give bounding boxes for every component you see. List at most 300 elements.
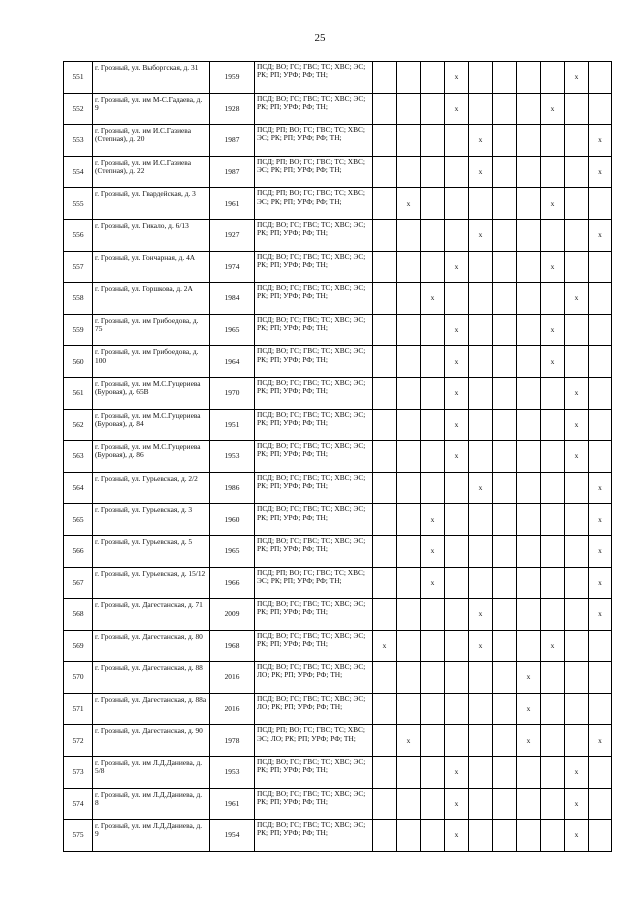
period-mark-cell: [421, 314, 445, 346]
address-cell: г. Грозный, ул. Дагестанская, д. 88: [93, 662, 210, 694]
row-number: 551: [64, 62, 93, 94]
period-mark-cell: x: [469, 156, 493, 188]
period-mark-cell: [445, 504, 469, 536]
period-mark-cell: x: [541, 346, 565, 378]
period-mark-cell: [565, 535, 589, 567]
period-mark-cell: [565, 125, 589, 157]
year-cell: 1987: [210, 125, 255, 157]
work-types-cell: ПСД; ВО; ГС; ГВС; ТС; ХВС; ЭС; РК; РП; УРФ; РФ; ТН;: [255, 472, 373, 504]
period-mark-cell: x: [445, 441, 469, 473]
work-types-cell: ПСД; ВО; ГС; ГВС; ТС; ХВС; ЭС; РК; РП; УРФ; РФ; ТН;: [255, 346, 373, 378]
table-row: [64, 504, 612, 536]
period-mark-cell: [493, 441, 517, 473]
period-mark-cell: [421, 599, 445, 631]
address-cell: г. Грозный, ул. Гвардейская, д. 3: [93, 188, 210, 220]
address-cell: г. Грозный, ул. Горшкова, д. 2А: [93, 283, 210, 315]
address-cell: г. Грозный, ул. им Грибоедова, д. 100: [93, 346, 210, 378]
period-mark-cell: [517, 820, 541, 852]
period-mark-cell: [493, 377, 517, 409]
period-mark-cell: [445, 125, 469, 157]
period-mark-cell: [493, 251, 517, 283]
year-cell: 1928: [210, 93, 255, 125]
period-mark-cell: [445, 156, 469, 188]
work-types-cell: ПСД; РП; ВО; ГС; ГВС; ТС; ХВС; ЭС; ЛО; РК; РП; УРФ; РФ; ТН;: [255, 725, 373, 757]
period-mark-cell: [493, 662, 517, 694]
period-mark-cell: [397, 93, 421, 125]
period-mark-cell: x: [589, 504, 612, 536]
table-row: [64, 93, 612, 125]
row-number: 558: [64, 283, 93, 315]
period-mark-cell: [541, 219, 565, 251]
period-mark-cell: [373, 504, 397, 536]
period-mark-cell: [565, 504, 589, 536]
table-row: [64, 156, 612, 188]
period-mark-cell: x: [445, 62, 469, 94]
table-row: [64, 472, 612, 504]
address-cell: г. Грозный, ул. им М.С.Гуцериева (Буровая), д. 65В: [93, 377, 210, 409]
address-cell: г. Грозный, ул. им М.С.Гуцериева (Буровая), д. 86: [93, 441, 210, 473]
work-types-cell: ПСД; ВО; ГС; ГВС; ТС; ХВС; ЭС; РК; РП; УРФ; РФ; ТН;: [255, 441, 373, 473]
row-number: 572: [64, 725, 93, 757]
address-cell: г. Грозный, ул. им Л.Д.Даниева, д. 9: [93, 820, 210, 852]
work-types-cell: ПСД; РП; ВО; ГС; ГВС; ТС; ХВС; ЭС; РК; РП; УРФ; РФ; ТН;: [255, 567, 373, 599]
period-mark-cell: x: [589, 535, 612, 567]
period-mark-cell: [445, 567, 469, 599]
period-mark-cell: [421, 346, 445, 378]
period-mark-cell: [397, 504, 421, 536]
period-mark-cell: [397, 346, 421, 378]
table-row: [64, 377, 612, 409]
period-mark-cell: [565, 630, 589, 662]
period-mark-cell: [397, 125, 421, 157]
period-mark-cell: [541, 62, 565, 94]
period-mark-cell: x: [373, 630, 397, 662]
period-mark-cell: [445, 535, 469, 567]
period-mark-cell: x: [469, 472, 493, 504]
period-mark-cell: x: [397, 725, 421, 757]
year-cell: 2016: [210, 693, 255, 725]
period-mark-cell: [589, 441, 612, 473]
period-mark-cell: [469, 693, 493, 725]
period-mark-cell: [493, 93, 517, 125]
period-mark-cell: [517, 599, 541, 631]
period-mark-cell: [469, 346, 493, 378]
period-mark-cell: [373, 125, 397, 157]
period-mark-cell: x: [541, 630, 565, 662]
period-mark-cell: [373, 725, 397, 757]
period-mark-cell: [493, 283, 517, 315]
period-mark-cell: [469, 662, 493, 694]
year-cell: 1953: [210, 441, 255, 473]
period-mark-cell: [445, 630, 469, 662]
period-mark-cell: x: [589, 219, 612, 251]
period-mark-cell: [517, 630, 541, 662]
period-mark-cell: [589, 283, 612, 315]
period-mark-cell: [541, 472, 565, 504]
period-mark-cell: [565, 93, 589, 125]
table-row: [64, 314, 612, 346]
address-cell: г. Грозный, ул. им И.С.Газиева (Степная), д. 22: [93, 156, 210, 188]
period-mark-cell: [445, 283, 469, 315]
period-mark-cell: [493, 725, 517, 757]
period-mark-cell: [421, 93, 445, 125]
address-cell: г. Грозный, ул. им Л.Д.Даниева, д. 5/8: [93, 757, 210, 789]
address-cell: г. Грозный, ул. Гурьевская, д. 3: [93, 504, 210, 536]
period-mark-cell: [589, 93, 612, 125]
period-mark-cell: [589, 820, 612, 852]
period-mark-cell: [493, 757, 517, 789]
period-mark-cell: [421, 757, 445, 789]
period-mark-cell: [517, 93, 541, 125]
period-mark-cell: [469, 820, 493, 852]
period-mark-cell: [565, 219, 589, 251]
work-types-cell: ПСД; ВО; ГС; ГВС; ТС; ХВС; ЭС; РК; РП; УРФ; РФ; ТН;: [255, 757, 373, 789]
period-mark-cell: x: [565, 441, 589, 473]
address-cell: г. Грозный, ул. им М-С.Гадаева, д. 9: [93, 93, 210, 125]
period-mark-cell: x: [421, 567, 445, 599]
period-mark-cell: [373, 441, 397, 473]
period-mark-cell: [493, 567, 517, 599]
period-mark-cell: [373, 693, 397, 725]
period-mark-cell: x: [565, 377, 589, 409]
period-mark-cell: [589, 62, 612, 94]
period-mark-cell: x: [565, 283, 589, 315]
period-mark-cell: [541, 125, 565, 157]
period-mark-cell: [589, 346, 612, 378]
period-mark-cell: [421, 219, 445, 251]
year-cell: 1961: [210, 788, 255, 820]
address-cell: г. Грозный, ул. им М.С.Гуцериева (Буровая), д. 84: [93, 409, 210, 441]
period-mark-cell: [493, 599, 517, 631]
period-mark-cell: [445, 662, 469, 694]
work-types-cell: ПСД; ВО; ГС; ГВС; ТС; ХВС; ЭС; РК; РП; УРФ; РФ; ТН;: [255, 219, 373, 251]
period-mark-cell: x: [469, 219, 493, 251]
period-mark-cell: [517, 219, 541, 251]
period-mark-cell: [373, 535, 397, 567]
work-types-cell: ПСД; ВО; ГС; ГВС; ТС; ХВС; ЭС; РК; РП; УРФ; РФ; ТН;: [255, 377, 373, 409]
period-mark-cell: [493, 314, 517, 346]
address-cell: г. Грозный, ул. Дагестанская, д. 80: [93, 630, 210, 662]
period-mark-cell: [589, 251, 612, 283]
period-mark-cell: x: [445, 820, 469, 852]
period-mark-cell: x: [445, 93, 469, 125]
period-mark-cell: [493, 788, 517, 820]
period-mark-cell: [589, 188, 612, 220]
table-row: [64, 251, 612, 283]
table-body: [64, 62, 612, 852]
table-row: [64, 346, 612, 378]
housing-repair-table: [63, 61, 612, 852]
period-mark-cell: [517, 472, 541, 504]
period-mark-cell: x: [445, 788, 469, 820]
period-mark-cell: [541, 788, 565, 820]
year-cell: 1927: [210, 219, 255, 251]
row-number: 564: [64, 472, 93, 504]
work-types-cell: ПСД; ВО; ГС; ГВС; ТС; ХВС; ЭС; РК; РП; УРФ; РФ; ТН;: [255, 504, 373, 536]
table-row: [64, 441, 612, 473]
table-row: [64, 757, 612, 789]
period-mark-cell: x: [565, 820, 589, 852]
period-mark-cell: [373, 93, 397, 125]
period-mark-cell: [517, 535, 541, 567]
period-mark-cell: [565, 346, 589, 378]
period-mark-cell: [469, 251, 493, 283]
year-cell: 1953: [210, 757, 255, 789]
row-number: 556: [64, 219, 93, 251]
period-mark-cell: [469, 409, 493, 441]
period-mark-cell: [493, 188, 517, 220]
table-row: [64, 535, 612, 567]
period-mark-cell: [541, 377, 565, 409]
period-mark-cell: [493, 535, 517, 567]
period-mark-cell: [541, 441, 565, 473]
period-mark-cell: x: [565, 409, 589, 441]
period-mark-cell: [589, 662, 612, 694]
period-mark-cell: [541, 567, 565, 599]
row-number: 557: [64, 251, 93, 283]
table-row: [64, 820, 612, 852]
table-row: [64, 409, 612, 441]
period-mark-cell: x: [517, 725, 541, 757]
period-mark-cell: [421, 820, 445, 852]
period-mark-cell: [421, 409, 445, 441]
period-mark-cell: [565, 662, 589, 694]
year-cell: 1978: [210, 725, 255, 757]
period-mark-cell: [493, 820, 517, 852]
period-mark-cell: [373, 599, 397, 631]
work-types-cell: ПСД; ВО; ГС; ГВС; ТС; ХВС; ЭС; ЛО; РК; РП; УРФ; РФ; ТН;: [255, 662, 373, 694]
period-mark-cell: [493, 125, 517, 157]
row-number: 555: [64, 188, 93, 220]
period-mark-cell: [565, 156, 589, 188]
period-mark-cell: [565, 188, 589, 220]
period-mark-cell: [517, 188, 541, 220]
period-mark-cell: [541, 725, 565, 757]
period-mark-cell: [493, 630, 517, 662]
period-mark-cell: [493, 504, 517, 536]
period-mark-cell: [589, 757, 612, 789]
period-mark-cell: [493, 693, 517, 725]
period-mark-cell: [373, 314, 397, 346]
table-row: [64, 630, 612, 662]
period-mark-cell: x: [589, 567, 612, 599]
row-number: 565: [64, 504, 93, 536]
year-cell: 1970: [210, 377, 255, 409]
period-mark-cell: x: [541, 251, 565, 283]
period-mark-cell: [541, 535, 565, 567]
period-mark-cell: [397, 441, 421, 473]
work-types-cell: ПСД; ВО; ГС; ГВС; ТС; ХВС; ЭС; РК; РП; УРФ; РФ; ТН;: [255, 409, 373, 441]
work-types-cell: ПСД; ВО; ГС; ГВС; ТС; ХВС; ЭС; РК; РП; УРФ; РФ; ТН;: [255, 93, 373, 125]
period-mark-cell: [517, 567, 541, 599]
period-mark-cell: x: [541, 188, 565, 220]
period-mark-cell: [541, 599, 565, 631]
page-number: 25: [314, 32, 326, 44]
year-cell: 1964: [210, 346, 255, 378]
address-cell: г. Грозный, ул. Дагестанская, д. 90: [93, 725, 210, 757]
period-mark-cell: [373, 820, 397, 852]
period-mark-cell: x: [397, 188, 421, 220]
work-types-cell: ПСД; ВО; ГС; ГВС; ТС; ХВС; ЭС; РК; РП; УРФ; РФ; ТН;: [255, 630, 373, 662]
row-number: 560: [64, 346, 93, 378]
period-mark-cell: x: [565, 62, 589, 94]
period-mark-cell: [445, 219, 469, 251]
period-mark-cell: [373, 283, 397, 315]
row-number: 568: [64, 599, 93, 631]
period-mark-cell: [469, 504, 493, 536]
period-mark-cell: x: [541, 93, 565, 125]
period-mark-cell: x: [589, 472, 612, 504]
work-types-cell: ПСД; РП; ВО; ГС; ГВС; ТС; ХВС; ЭС; РК; РП; УРФ; РФ; ТН;: [255, 188, 373, 220]
period-mark-cell: [517, 314, 541, 346]
period-mark-cell: [373, 472, 397, 504]
period-mark-cell: [493, 472, 517, 504]
period-mark-cell: [421, 188, 445, 220]
period-mark-cell: [541, 693, 565, 725]
period-mark-cell: x: [589, 725, 612, 757]
period-mark-cell: [517, 62, 541, 94]
period-mark-cell: x: [469, 125, 493, 157]
period-mark-cell: [517, 441, 541, 473]
period-mark-cell: [541, 757, 565, 789]
period-mark-cell: [397, 630, 421, 662]
period-mark-cell: [373, 219, 397, 251]
row-number: 570: [64, 662, 93, 694]
period-mark-cell: [517, 409, 541, 441]
period-mark-cell: [397, 693, 421, 725]
period-mark-cell: x: [589, 599, 612, 631]
period-mark-cell: x: [445, 314, 469, 346]
period-mark-cell: [397, 472, 421, 504]
period-mark-cell: [565, 725, 589, 757]
period-mark-cell: [469, 283, 493, 315]
period-mark-cell: [565, 314, 589, 346]
address-cell: г. Грозный, ул. Гурьевская, д. 2/2: [93, 472, 210, 504]
year-cell: 1965: [210, 314, 255, 346]
work-types-cell: ПСД; ВО; ГС; ГВС; ТС; ХВС; ЭС; РК; РП; УРФ; РФ; ТН;: [255, 283, 373, 315]
period-mark-cell: [469, 535, 493, 567]
period-mark-cell: [373, 346, 397, 378]
year-cell: 1965: [210, 535, 255, 567]
address-cell: г. Грозный, ул. Выборгская, д. 31: [93, 62, 210, 94]
period-mark-cell: x: [421, 504, 445, 536]
address-cell: г. Грозный, ул. Гурьевская, д. 15/12: [93, 567, 210, 599]
period-mark-cell: x: [445, 251, 469, 283]
year-cell: 1951: [210, 409, 255, 441]
period-mark-cell: [397, 314, 421, 346]
row-number: 566: [64, 535, 93, 567]
period-mark-cell: [469, 725, 493, 757]
period-mark-cell: [373, 409, 397, 441]
table-row: [64, 662, 612, 694]
address-cell: г. Грозный, ул. Дагестанская, д. 88а: [93, 693, 210, 725]
period-mark-cell: [421, 693, 445, 725]
period-mark-cell: [373, 156, 397, 188]
period-mark-cell: x: [517, 693, 541, 725]
period-mark-cell: [445, 472, 469, 504]
period-mark-cell: [373, 662, 397, 694]
period-mark-cell: [373, 788, 397, 820]
work-types-cell: ПСД; ВО; ГС; ГВС; ТС; ХВС; ЭС; РК; РП; УРФ; РФ; ТН;: [255, 251, 373, 283]
table-row: [64, 62, 612, 94]
period-mark-cell: [397, 283, 421, 315]
period-mark-cell: [373, 188, 397, 220]
row-number: 567: [64, 567, 93, 599]
work-types-cell: ПСД; РП; ВО; ГС; ГВС; ТС; ХВС; ЭС; РК; РП; УРФ; РФ; ТН;: [255, 125, 373, 157]
year-cell: 1986: [210, 472, 255, 504]
row-number: 571: [64, 693, 93, 725]
period-mark-cell: [517, 156, 541, 188]
period-mark-cell: x: [517, 662, 541, 694]
period-mark-cell: [517, 788, 541, 820]
row-number: 575: [64, 820, 93, 852]
period-mark-cell: [397, 409, 421, 441]
period-mark-cell: [541, 820, 565, 852]
period-mark-cell: [517, 504, 541, 536]
period-mark-cell: x: [469, 599, 493, 631]
period-mark-cell: [397, 219, 421, 251]
period-mark-cell: [421, 377, 445, 409]
period-mark-cell: [397, 567, 421, 599]
period-mark-cell: [445, 725, 469, 757]
period-mark-cell: [397, 156, 421, 188]
year-cell: 1959: [210, 62, 255, 94]
period-mark-cell: [397, 757, 421, 789]
work-types-cell: ПСД; ВО; ГС; ГВС; ТС; ХВС; ЭС; РК; РП; УРФ; РФ; ТН;: [255, 62, 373, 94]
year-cell: 1960: [210, 504, 255, 536]
period-mark-cell: [469, 567, 493, 599]
period-mark-cell: [541, 504, 565, 536]
period-mark-cell: [469, 377, 493, 409]
period-mark-cell: [421, 251, 445, 283]
period-mark-cell: [397, 662, 421, 694]
year-cell: 1984: [210, 283, 255, 315]
period-mark-cell: x: [589, 156, 612, 188]
work-types-cell: ПСД; ВО; ГС; ГВС; ТС; ХВС; ЭС; РК; РП; УРФ; РФ; ТН;: [255, 820, 373, 852]
period-mark-cell: x: [565, 757, 589, 789]
address-cell: г. Грозный, ул. Гурьевская, д. 5: [93, 535, 210, 567]
period-mark-cell: [397, 820, 421, 852]
period-mark-cell: [493, 219, 517, 251]
period-mark-cell: [421, 441, 445, 473]
period-mark-cell: [397, 599, 421, 631]
period-mark-cell: [565, 567, 589, 599]
period-mark-cell: [421, 662, 445, 694]
period-mark-cell: [493, 346, 517, 378]
period-mark-cell: [445, 693, 469, 725]
period-mark-cell: [517, 283, 541, 315]
table-row: [64, 125, 612, 157]
period-mark-cell: [541, 662, 565, 694]
period-mark-cell: [421, 788, 445, 820]
address-cell: г. Грозный, ул. им И.С.Газиева (Степная), д. 20: [93, 125, 210, 157]
row-number: 573: [64, 757, 93, 789]
period-mark-cell: [565, 251, 589, 283]
table-row: [64, 567, 612, 599]
period-mark-cell: [397, 62, 421, 94]
table-row: [64, 219, 612, 251]
period-mark-cell: [589, 314, 612, 346]
period-mark-cell: [589, 630, 612, 662]
period-mark-cell: [589, 409, 612, 441]
table-row: [64, 599, 612, 631]
period-mark-cell: [373, 377, 397, 409]
row-number: 569: [64, 630, 93, 662]
year-cell: 1974: [210, 251, 255, 283]
period-mark-cell: [421, 472, 445, 504]
period-mark-cell: x: [421, 283, 445, 315]
period-mark-cell: x: [445, 346, 469, 378]
